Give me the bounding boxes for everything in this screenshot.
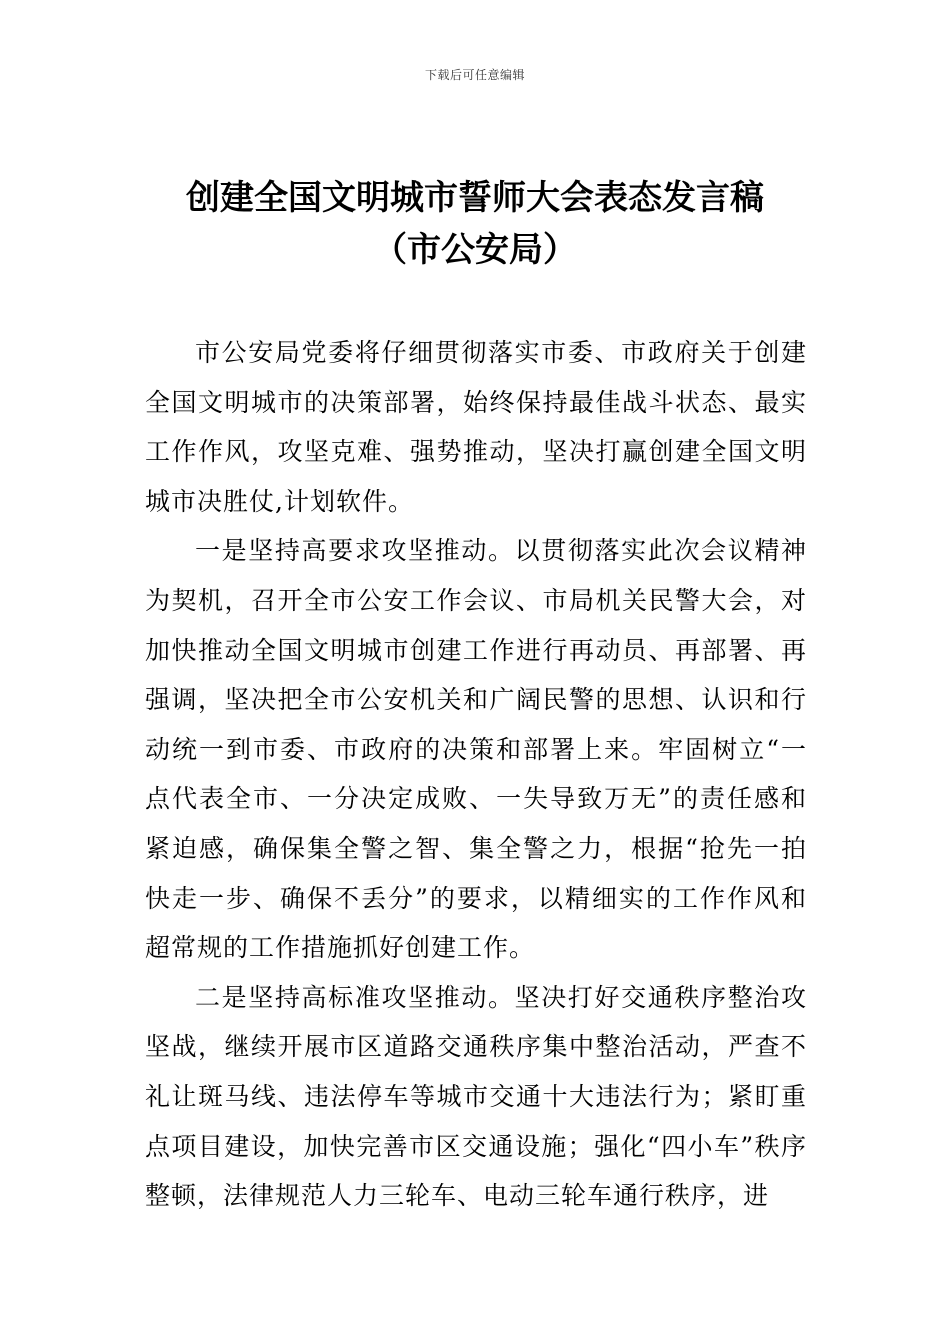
paragraph-point-2: 二是坚持高标准攻坚推动。坚决打好交通秩序整治攻坚战，继续开展市区道路交通秩序集中整治活动，严查不礼让斑马线、违法停车等城市交通十大违法行为；紧盯重点项目建设，加快完善市区交通设施；强化“四小车”秩序整顿，法律规范人力三轮车、电动三轮车通行秩序，进 <box>145 982 807 1211</box>
document-title <box>0 172 950 276</box>
title-line-2: （市公安局） <box>373 230 577 270</box>
header-note: 下载后可任意编辑 <box>424 68 525 82</box>
title-line-1: 创建全国文明城市誓师大会表态发言稿 <box>186 178 764 218</box>
paragraph-intro: 市公安局党委将仔细贯彻落实市委、市政府关于创建全国文明城市的决策部署，始终保持最佳战斗状态、最实工作作风，攻坚克难、强势推动，坚决打赢创建全国文明城市决胜仗,计划软件。 <box>145 338 807 516</box>
paragraph-point-1: 一是坚持高要求攻坚推动。以贯彻落实此次会议精神为契机，召开全市公安工作会议、市局机关民警大会，对加快推动全国文明城市创建工作进行再动员、再部署、再强调，坚决把全市公安机关和广阔民警的思想、认识和行动统一到市委、市政府的决策和部署上来。牢固树立“一点代表全市、一分决定成败、一失导致万无”的责任感和紧迫感，确保集全警之智、集全警之力，根据“抢先一拍快走一步、确保不丢分”的要求，以精细实的工作作风和超常规的工作措施抓好创建工作。 <box>145 536 807 963</box>
document-body <box>145 328 807 1221</box>
